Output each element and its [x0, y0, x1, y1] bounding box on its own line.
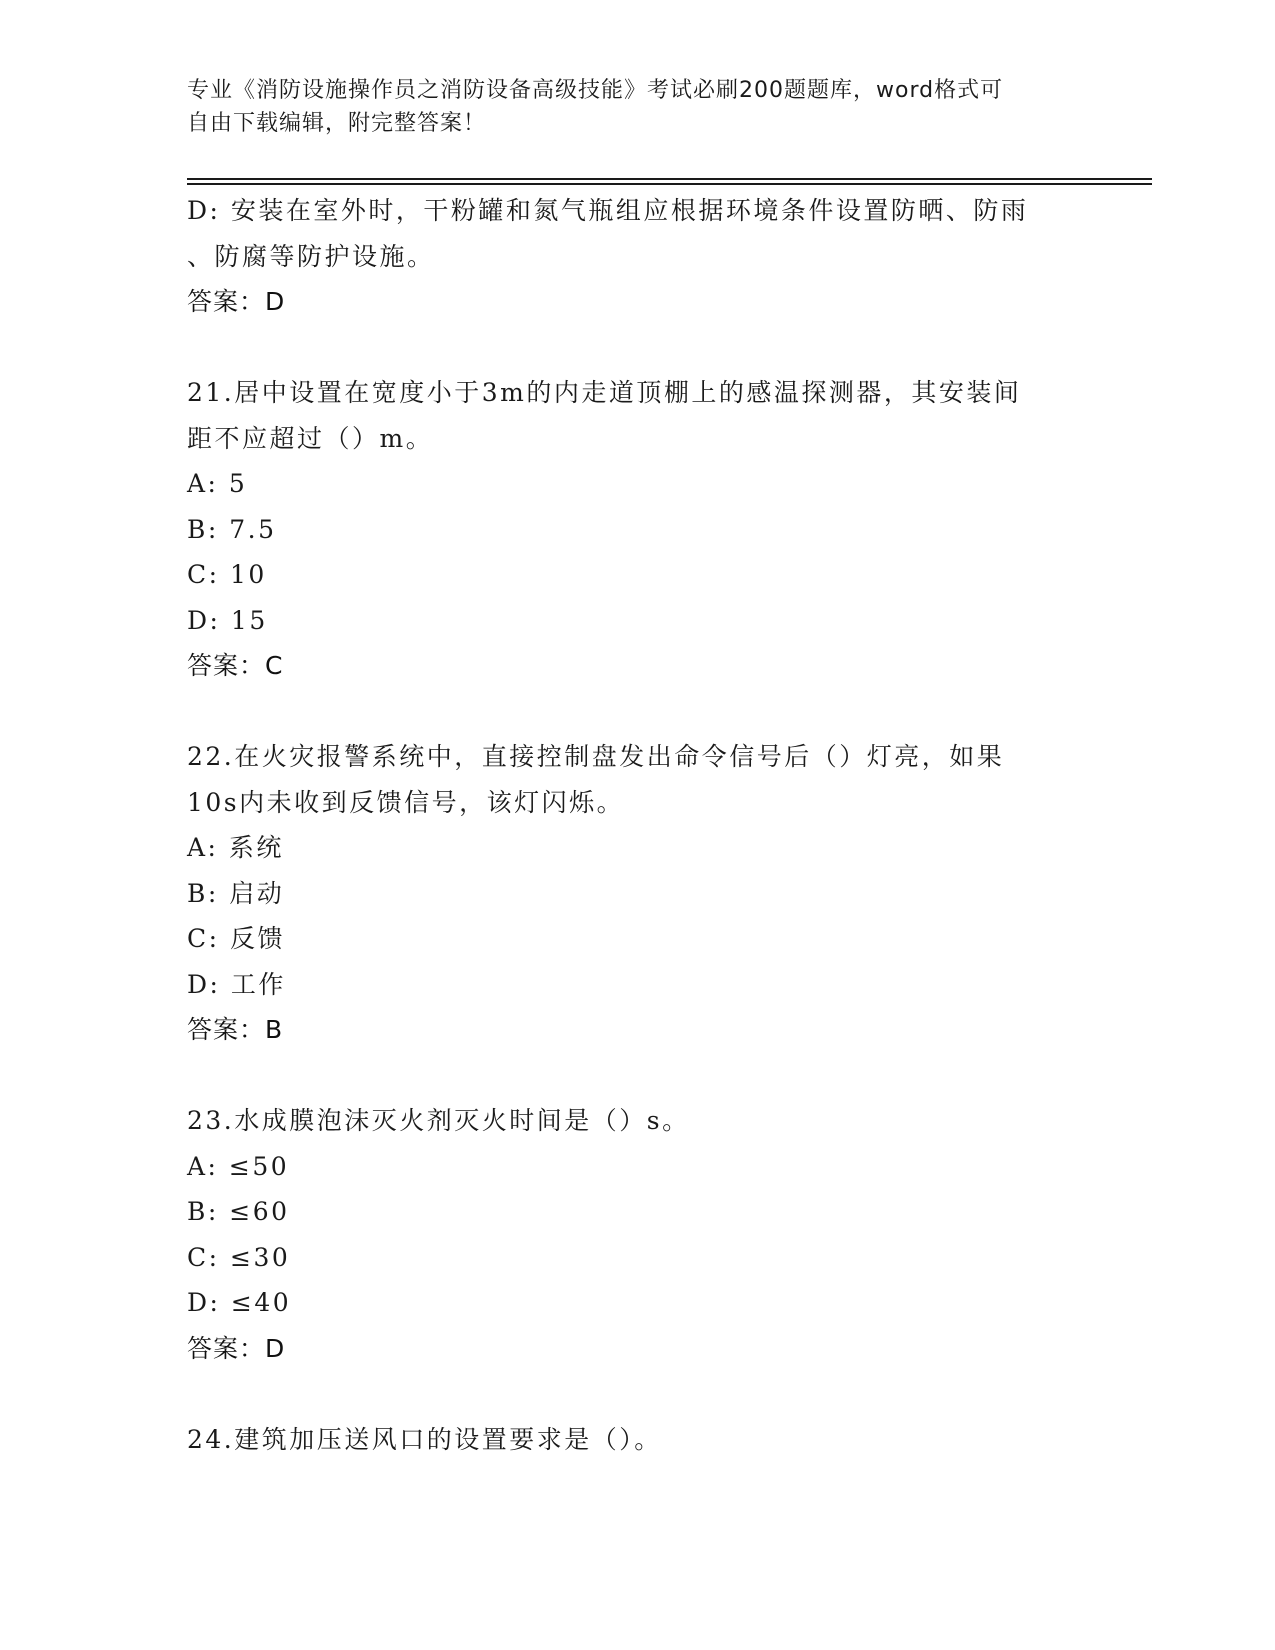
- question-stem: 21.居中设置在宽度小于3m的内走道顶棚上的感温探测器，其安装间: [187, 378, 1022, 407]
- answer-line: 答案：C: [187, 651, 284, 680]
- option-a: A: 5: [187, 469, 248, 498]
- option-d: D: 15: [187, 605, 268, 635]
- header-title-line-1: 专业《消防设施操作员之消防设备高级技能》考试必刷200题题库，word格式可: [187, 78, 1004, 103]
- header-divider-top: [187, 178, 1152, 180]
- document-header: [187, 74, 1067, 140]
- option-d: D: 安装在室外时，干粉罐和氮气瓶组应根据环境条件设置防晒、防雨: [187, 196, 1029, 225]
- question-22: [187, 734, 1087, 1053]
- option-d: D: 工作: [187, 969, 286, 999]
- question-21: [187, 370, 1087, 689]
- question-stem-continued: 10s内未收到反馈信号，该灯闪烁。: [187, 787, 625, 817]
- option-d-continued: 、防腐等防护设施。: [187, 241, 435, 271]
- question-stem: 23.水成膜泡沫灭火剂灭火时间是（）s。: [187, 1106, 690, 1135]
- option-d: D: ≤40: [187, 1288, 292, 1317]
- answer-line: 答案：D: [187, 1333, 286, 1363]
- option-a: A: ≤50: [187, 1151, 290, 1181]
- header-title-line-2: 自由下载编辑，附完整答案！: [187, 111, 487, 136]
- question-20-continuation: [187, 188, 1087, 325]
- question-list: [187, 188, 1087, 1462]
- question-23: [187, 1098, 1087, 1371]
- option-b: B: 7.5: [187, 514, 277, 544]
- option-b: B: ≤60: [187, 1197, 290, 1226]
- answer-line: 答案：B: [187, 1015, 284, 1044]
- option-c: C: 反馈: [187, 924, 285, 953]
- option-c: C: ≤30: [187, 1242, 291, 1272]
- question-stem-continued: 距不应超过（）m。: [187, 423, 434, 453]
- question-spacer: [187, 1053, 1087, 1099]
- option-c: C: 10: [187, 560, 267, 589]
- question-spacer: [187, 1371, 1087, 1417]
- question-24: [187, 1417, 1087, 1463]
- answer-line: 答案：D: [187, 287, 286, 316]
- question-spacer: [187, 689, 1087, 735]
- option-b: B: 启动: [187, 878, 285, 908]
- option-a: A: 系统: [187, 833, 284, 862]
- question-stem: 22.在火灾报警系统中，直接控制盘发出命令信号后（）灯亮，如果: [187, 742, 1005, 771]
- header-divider-bottom: [187, 183, 1152, 185]
- question-spacer: [187, 325, 1087, 371]
- question-stem: 24.建筑加压送风口的设置要求是（）。: [187, 1424, 662, 1454]
